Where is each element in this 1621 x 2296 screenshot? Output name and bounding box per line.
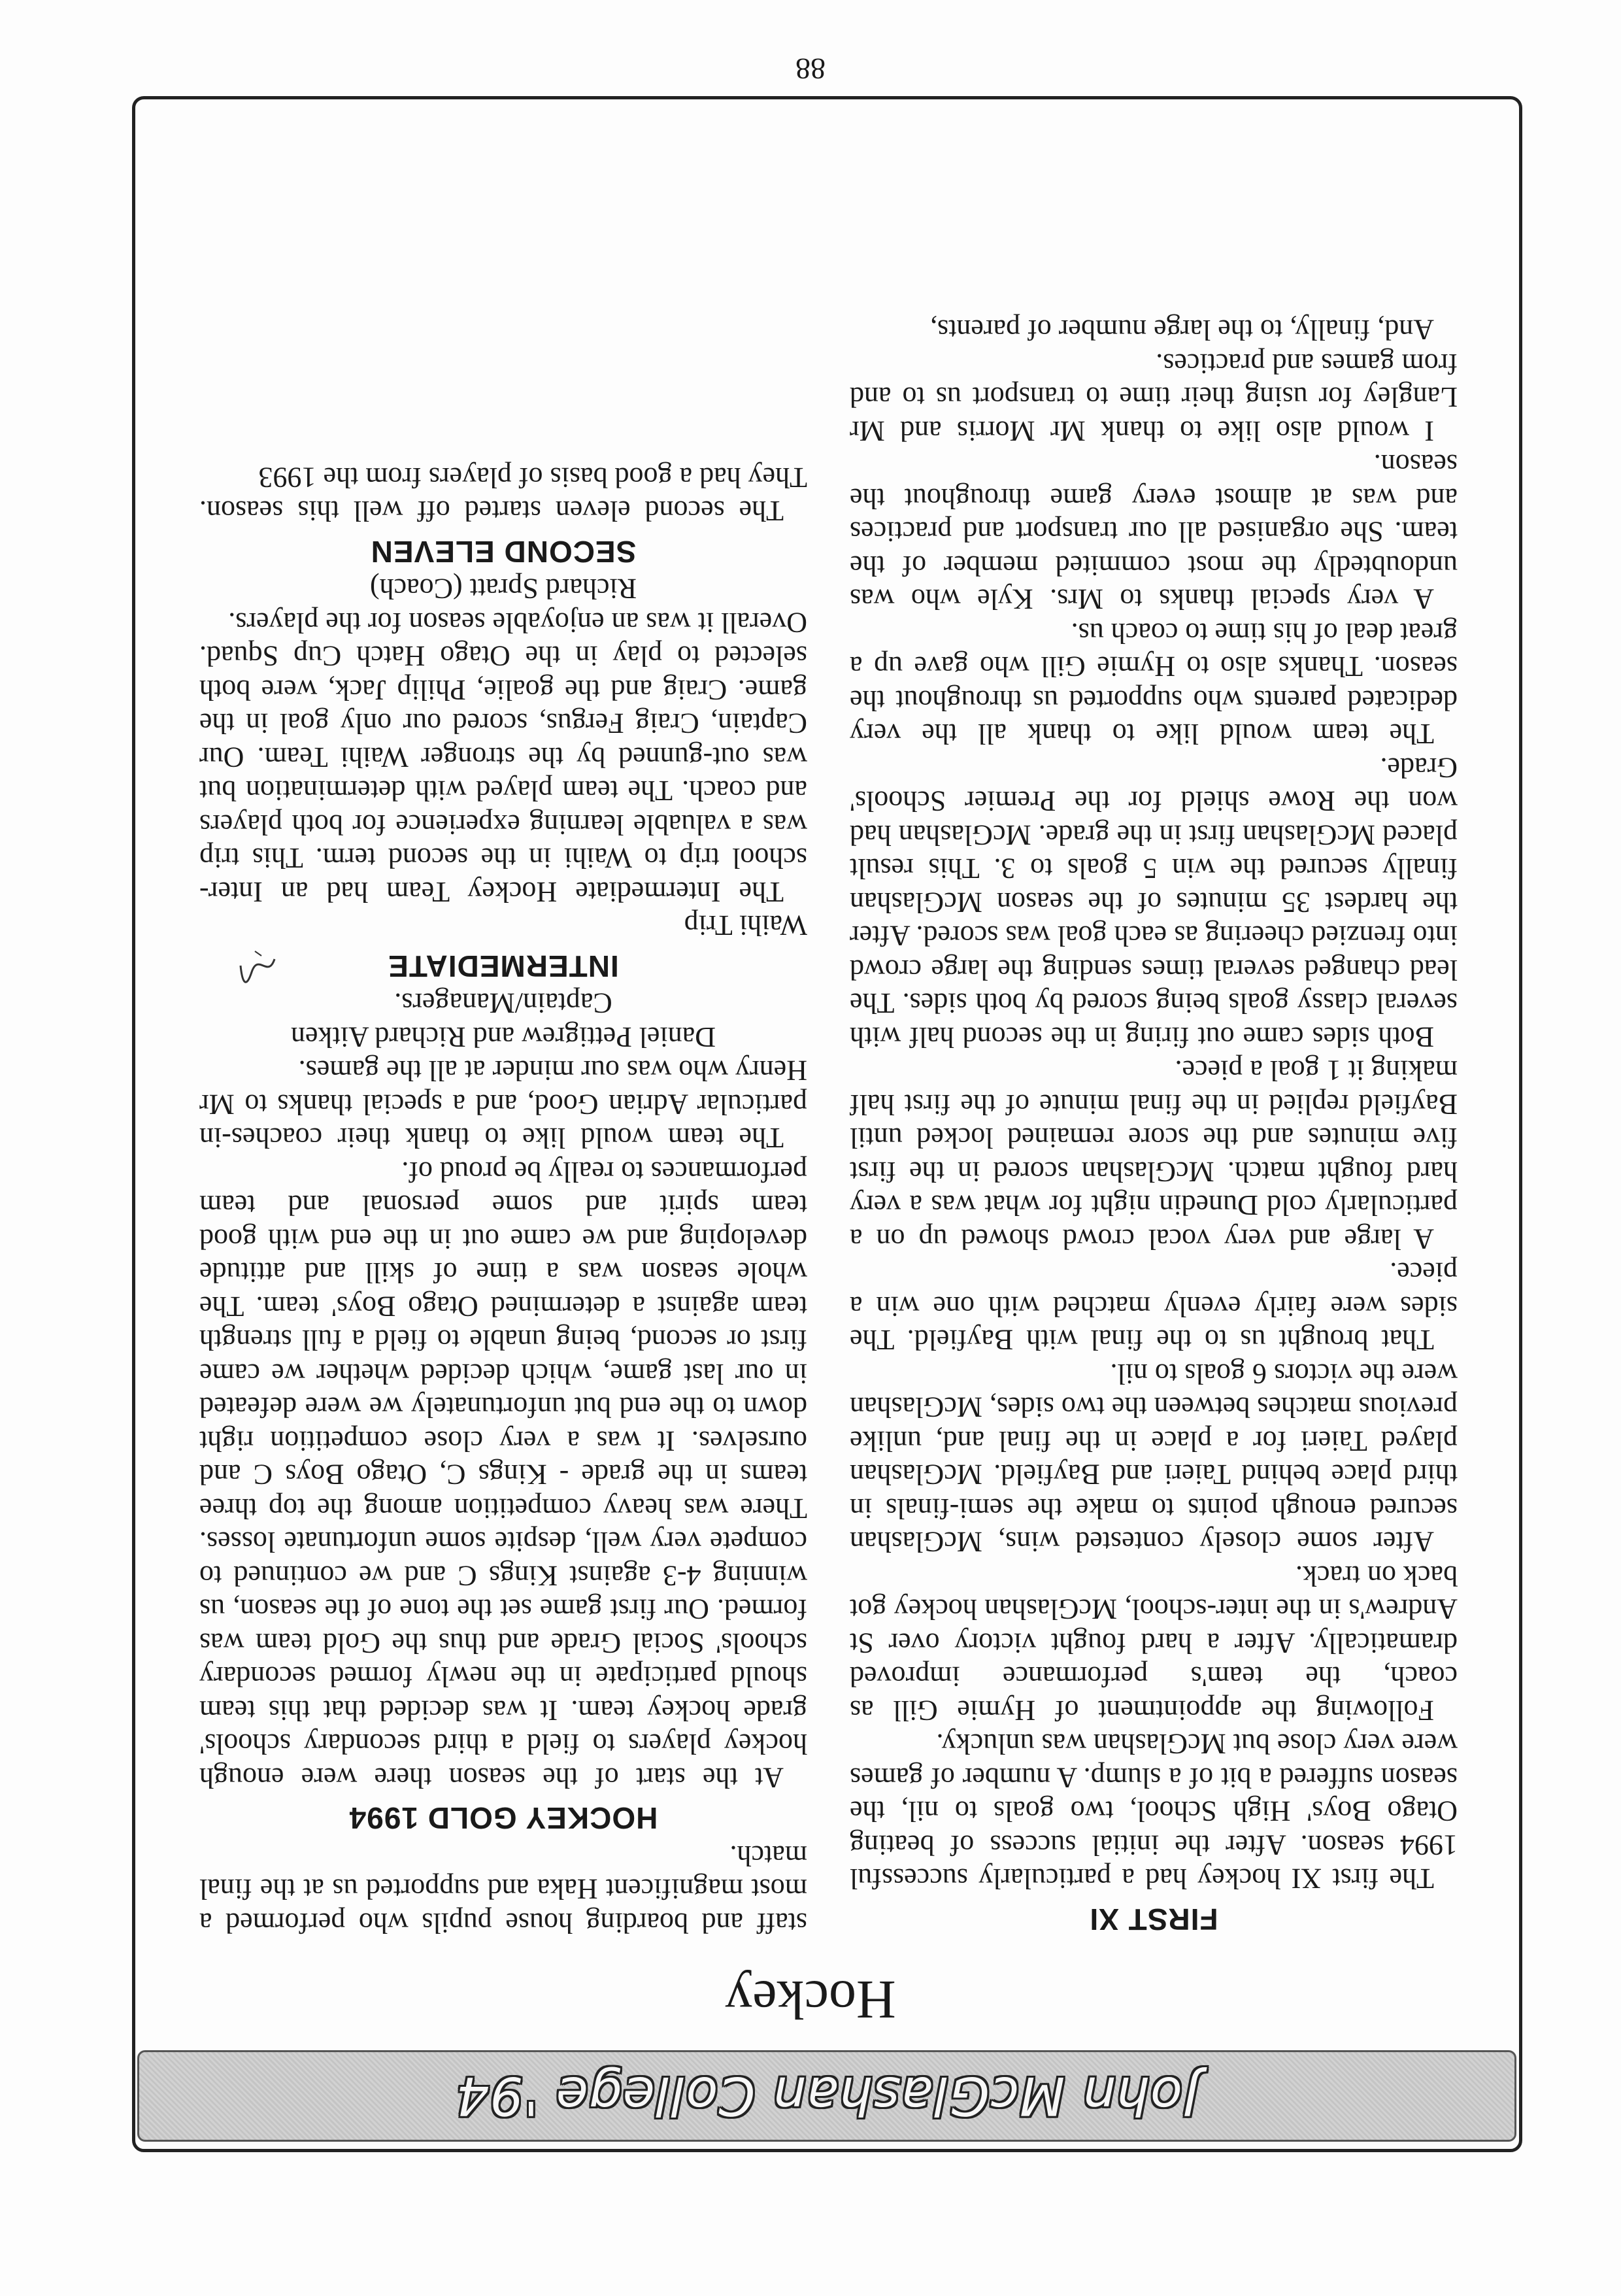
college-banner xyxy=(137,2050,1516,2142)
hockey-gold-paragraph: The team would like to thank their coaches-in particular Adrian Good, and a special thanks to Mr Henry who was our minder at all the games. xyxy=(199,1055,807,1155)
intermediate-paragraph: The Intermediate Hockey Team had an Inter-school trip to Waihi in the second term. This trip was a valuable learning experience for both players and coach. The team played with determination but was out-gunned by the stronger Waihi Team. Our Captain, Craig Fergus, scored our only goal in the game. Craig and the goalie, Philip Jack, were both selected to play in the Otago Hatch Cup Squad. Overall it was an enjoyable season for the players. xyxy=(199,607,807,908)
first-xi-paragraph: A very special thanks to Mrs. Kyle who was undoubtedly the most commited member of the team. She organised all our transport and practices and was at almost every game throughout the season. xyxy=(850,448,1458,616)
first-xi-heading: FIRST XI xyxy=(1089,1902,1218,1936)
first-xi-paragraph: That brought us to the final with Bayfield. The sides were fairly evenly matched with one win a piece. xyxy=(850,1257,1458,1357)
intermediate-signature: Richard Spratt (Coach) xyxy=(369,573,637,605)
banner-title: John McGlashan College '94 xyxy=(455,2065,1199,2127)
first-xi-paragraph: After some closely contested wins, McGlashan secured enough points to make the semi-finals in third place behind Taieri and Bayfield. McGlashan played Taieri for a place in the final and, unlike previous matches between the two sides, McGlashan were the victors 6 goals to nil. xyxy=(850,1358,1458,1559)
page-title: Hockey xyxy=(725,1969,896,2030)
left-column xyxy=(850,313,1458,1940)
hockey-gold-signature-names: Daniel Pettigrew and Richard Aitken xyxy=(290,1021,716,1053)
first-xi-paragraph: A large and very vocal crowd showed up on a particularly cold Dunedin night for what was a very hard fought match. McGlashan scored in the first five minutes and the score remained locked until Bayfield replied in the final minute of the first half making it 1 goal a piece. xyxy=(850,1055,1458,1255)
right-column xyxy=(199,461,807,1940)
first-xi-continued: staff and boarding house pupils who performed a most magnificent Haka and supported us at the final match. xyxy=(199,1840,807,1939)
first-xi-paragraph: Following the appointment of Hymie Gill as coach, the team's performance improved dramatically. After a hard fought victory over St Andrew's in the inter-school, McGlashan hockey got back on track. xyxy=(850,1560,1458,1727)
hockey-gold-signature-role: Captain/Managers. xyxy=(394,987,612,1020)
hockey-gold-paragraph: At the start of the season there were enough hockey players to field a third secondary schools' grade hockey team. It was decided that this team should participate in the newly formed secondary schools' Social Grade and thus the Gold team was formed. Our first game set the tone of the season, us winning 4-3 against Kings C and we continued to compete very well, despite some unfortunate losses. There was heavy competition among the top three teams in the grade - Kings C, Otago Boys C and ourselves. It was a very close competition right down to the end but unfortunately we were defeated in our last game, which decided whether we came first or second, being unable to field a full strength team against a determined Otago Boys' team. The whole season was a time of skill and attitude developing and we came out in the end with good team spirit and some personal and team performances to really be proud of. xyxy=(199,1156,807,1794)
hockey-gold-heading: HOCKEY GOLD 1994 xyxy=(348,1801,658,1836)
pen-mark-icon xyxy=(235,946,281,992)
first-xi-paragraph: The first XI hockey had a particularly successful 1994 season. After the initial success of beating Otago Boys' High School, two goals to nil, the season suffered a bit of a slump. A number of games were very close but McGlashan was unlucky. xyxy=(850,1728,1458,1895)
first-xi-paragraph: Both sides came out firing in the second half with several classy goals being scored by both sides. The lead changed several times sending the large crowd into frenzied cheering as each goal was scored. After the hardest 35 minutes of the season McGlashan finally secured the win 5 goals to 3. This result placed McGlashan first in the grade. McGlashan had won the Rowe shield for the Premier Schools' Grade. xyxy=(850,752,1458,1053)
first-xi-paragraph: I would also like to thank Mr Morris and Mr Langley for using their time to transport us to and from games and practices. xyxy=(850,348,1458,447)
second-eleven-heading: SECOND ELEVEN xyxy=(370,535,637,569)
intermediate-subheading: Waihi Trip xyxy=(684,909,807,942)
first-xi-paragraph: And, finally, to the large number of parents, xyxy=(929,314,1434,346)
intermediate-heading: INTERMEDIATE xyxy=(388,949,619,983)
second-eleven-paragraph: The second eleven started off well this season. They had a good basis of players from the 1993 xyxy=(199,462,807,528)
first-xi-paragraph: The team would like to thank all the very dedicated parents who supported us throughout the season. Thanks also to Hymie Gill who gave up a great deal of his time to coach us. xyxy=(850,617,1458,751)
page-number: 88 xyxy=(795,52,826,86)
